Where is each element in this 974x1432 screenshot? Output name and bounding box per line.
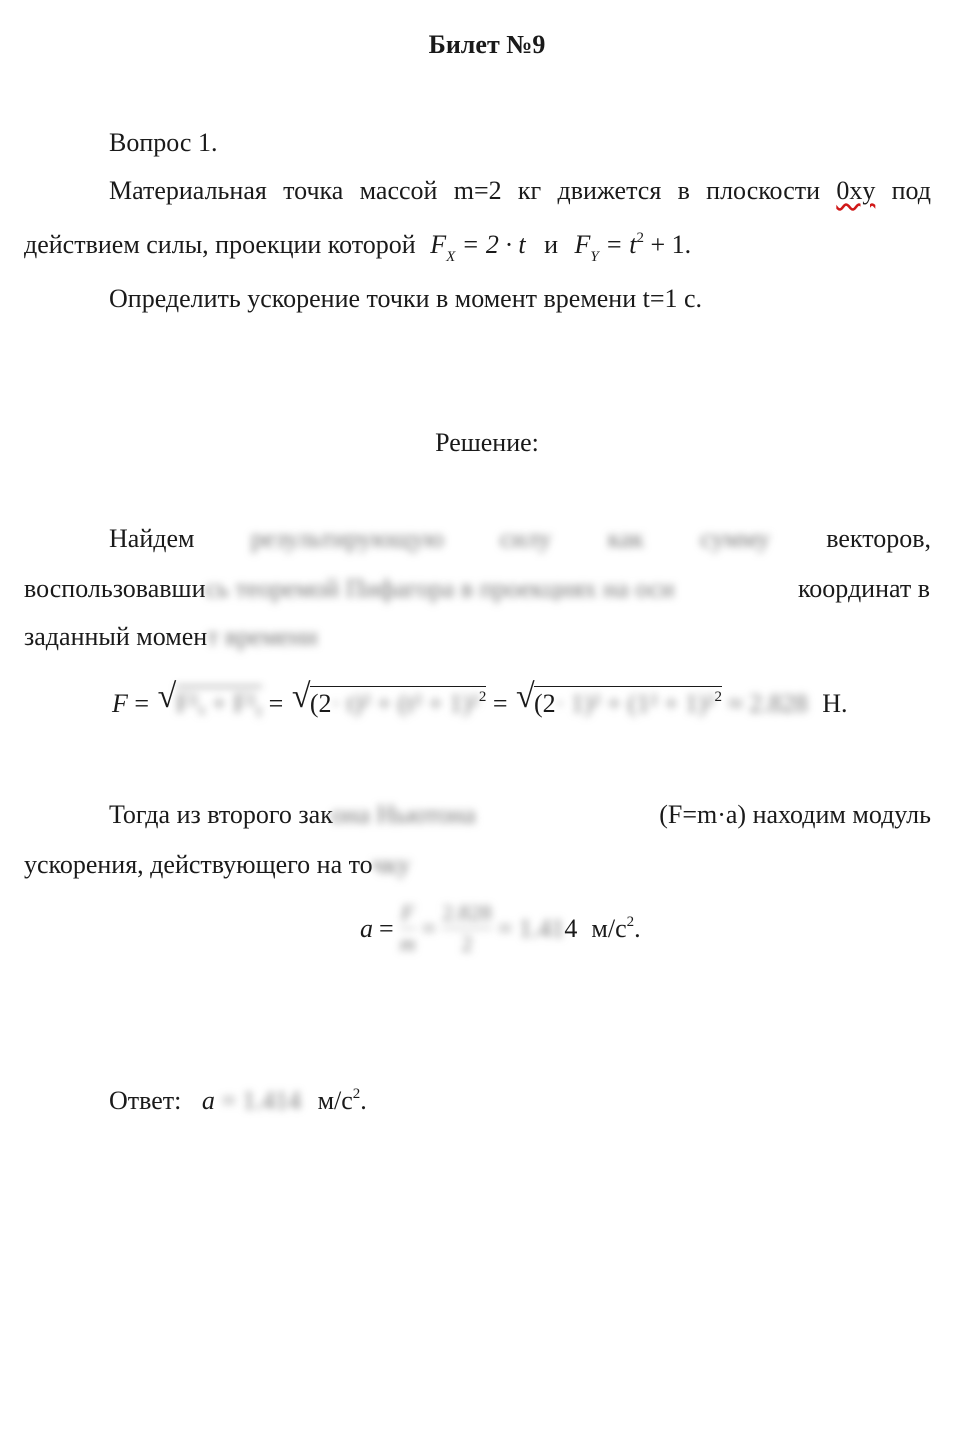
blurred-word: результирующую bbox=[250, 524, 444, 553]
blurred-text: сь теоремой Пифагора в проекциях на оси bbox=[205, 574, 675, 603]
question-line-3: Определить ускорение точки в момент времени t=1 с. bbox=[109, 284, 703, 313]
answer-line: Ответ: a = 1.414 $м/с^2$. bbox=[109, 1086, 367, 1115]
word: движется bbox=[557, 176, 662, 205]
blurred-word: силу bbox=[499, 524, 552, 553]
sqrt-3: √ (2· 1)² + (1² + 1)²$^2$ bbox=[515, 678, 722, 718]
fraction-f-over-m: $\frac{F}{m}$ bbox=[399, 900, 416, 956]
acceleration-formula: a = $\frac{F}{m}$ = $\frac{2.828}{2}$ = 1.41 4 $м/с^2$. bbox=[360, 898, 641, 959]
word: в bbox=[677, 176, 690, 205]
spellcheck-word: 0xy bbox=[836, 176, 876, 205]
blurred-text: она Ньютона bbox=[331, 800, 476, 829]
ticket-title: Билет №9 bbox=[428, 30, 546, 59]
solution-line-2: воспользовавшись теоремой Пифагора в проекциях на оси координат в bbox=[24, 574, 930, 603]
word: m=2 bbox=[453, 176, 502, 205]
force-y-formula: $F_Y = t^2 + 1$. bbox=[574, 230, 692, 265]
solution-line-1: Найдем результирующую силу как сумму векторов, bbox=[109, 524, 932, 553]
answer-label: Ответ: bbox=[109, 1086, 182, 1115]
force-formula: F = √ F²ₓ + F²ᵧ = √ (2· t)² + (t² + 1)²$^2$ = √ (2· 1)² + (1² + 1)²$^2$ ≈ 2.828 Н. bbox=[112, 678, 848, 718]
word: плоскости bbox=[706, 176, 821, 205]
blurred-word: сумму bbox=[700, 524, 771, 553]
blurred-text: т времени bbox=[207, 622, 318, 651]
question-label: Вопрос 1. bbox=[109, 128, 218, 157]
word: массой bbox=[359, 176, 438, 205]
solution-line-4: Тогда из второго закона Ньютона (F=m·a) находим модуль bbox=[109, 800, 931, 829]
sqrt-1: √ F²ₓ + F²ᵧ bbox=[157, 678, 263, 718]
question-line-1 bbox=[109, 176, 931, 206]
conjunction: и bbox=[544, 230, 558, 259]
question-text: действием силы, проекции которой bbox=[24, 230, 416, 259]
solution-line-5: ускорения, действующего на точку bbox=[24, 850, 411, 879]
blurred-text: чку bbox=[371, 850, 411, 879]
question-line-2 bbox=[24, 230, 692, 265]
word: под bbox=[891, 176, 932, 205]
word: точка bbox=[283, 176, 344, 205]
solution-line-3: заданный момент времени bbox=[24, 622, 318, 651]
blurred-word: как bbox=[607, 524, 645, 553]
word: Материальная bbox=[109, 176, 267, 205]
force-x-formula: $F_X = 2 \cdot t$ bbox=[430, 230, 526, 265]
sqrt-2: √ (2· t)² + (t² + 1)²$^2$ bbox=[291, 678, 487, 718]
solution-heading: Решение: bbox=[435, 428, 539, 457]
word: кг bbox=[517, 176, 542, 205]
fraction-values: $\frac{2.828}{2}$ bbox=[442, 900, 492, 956]
